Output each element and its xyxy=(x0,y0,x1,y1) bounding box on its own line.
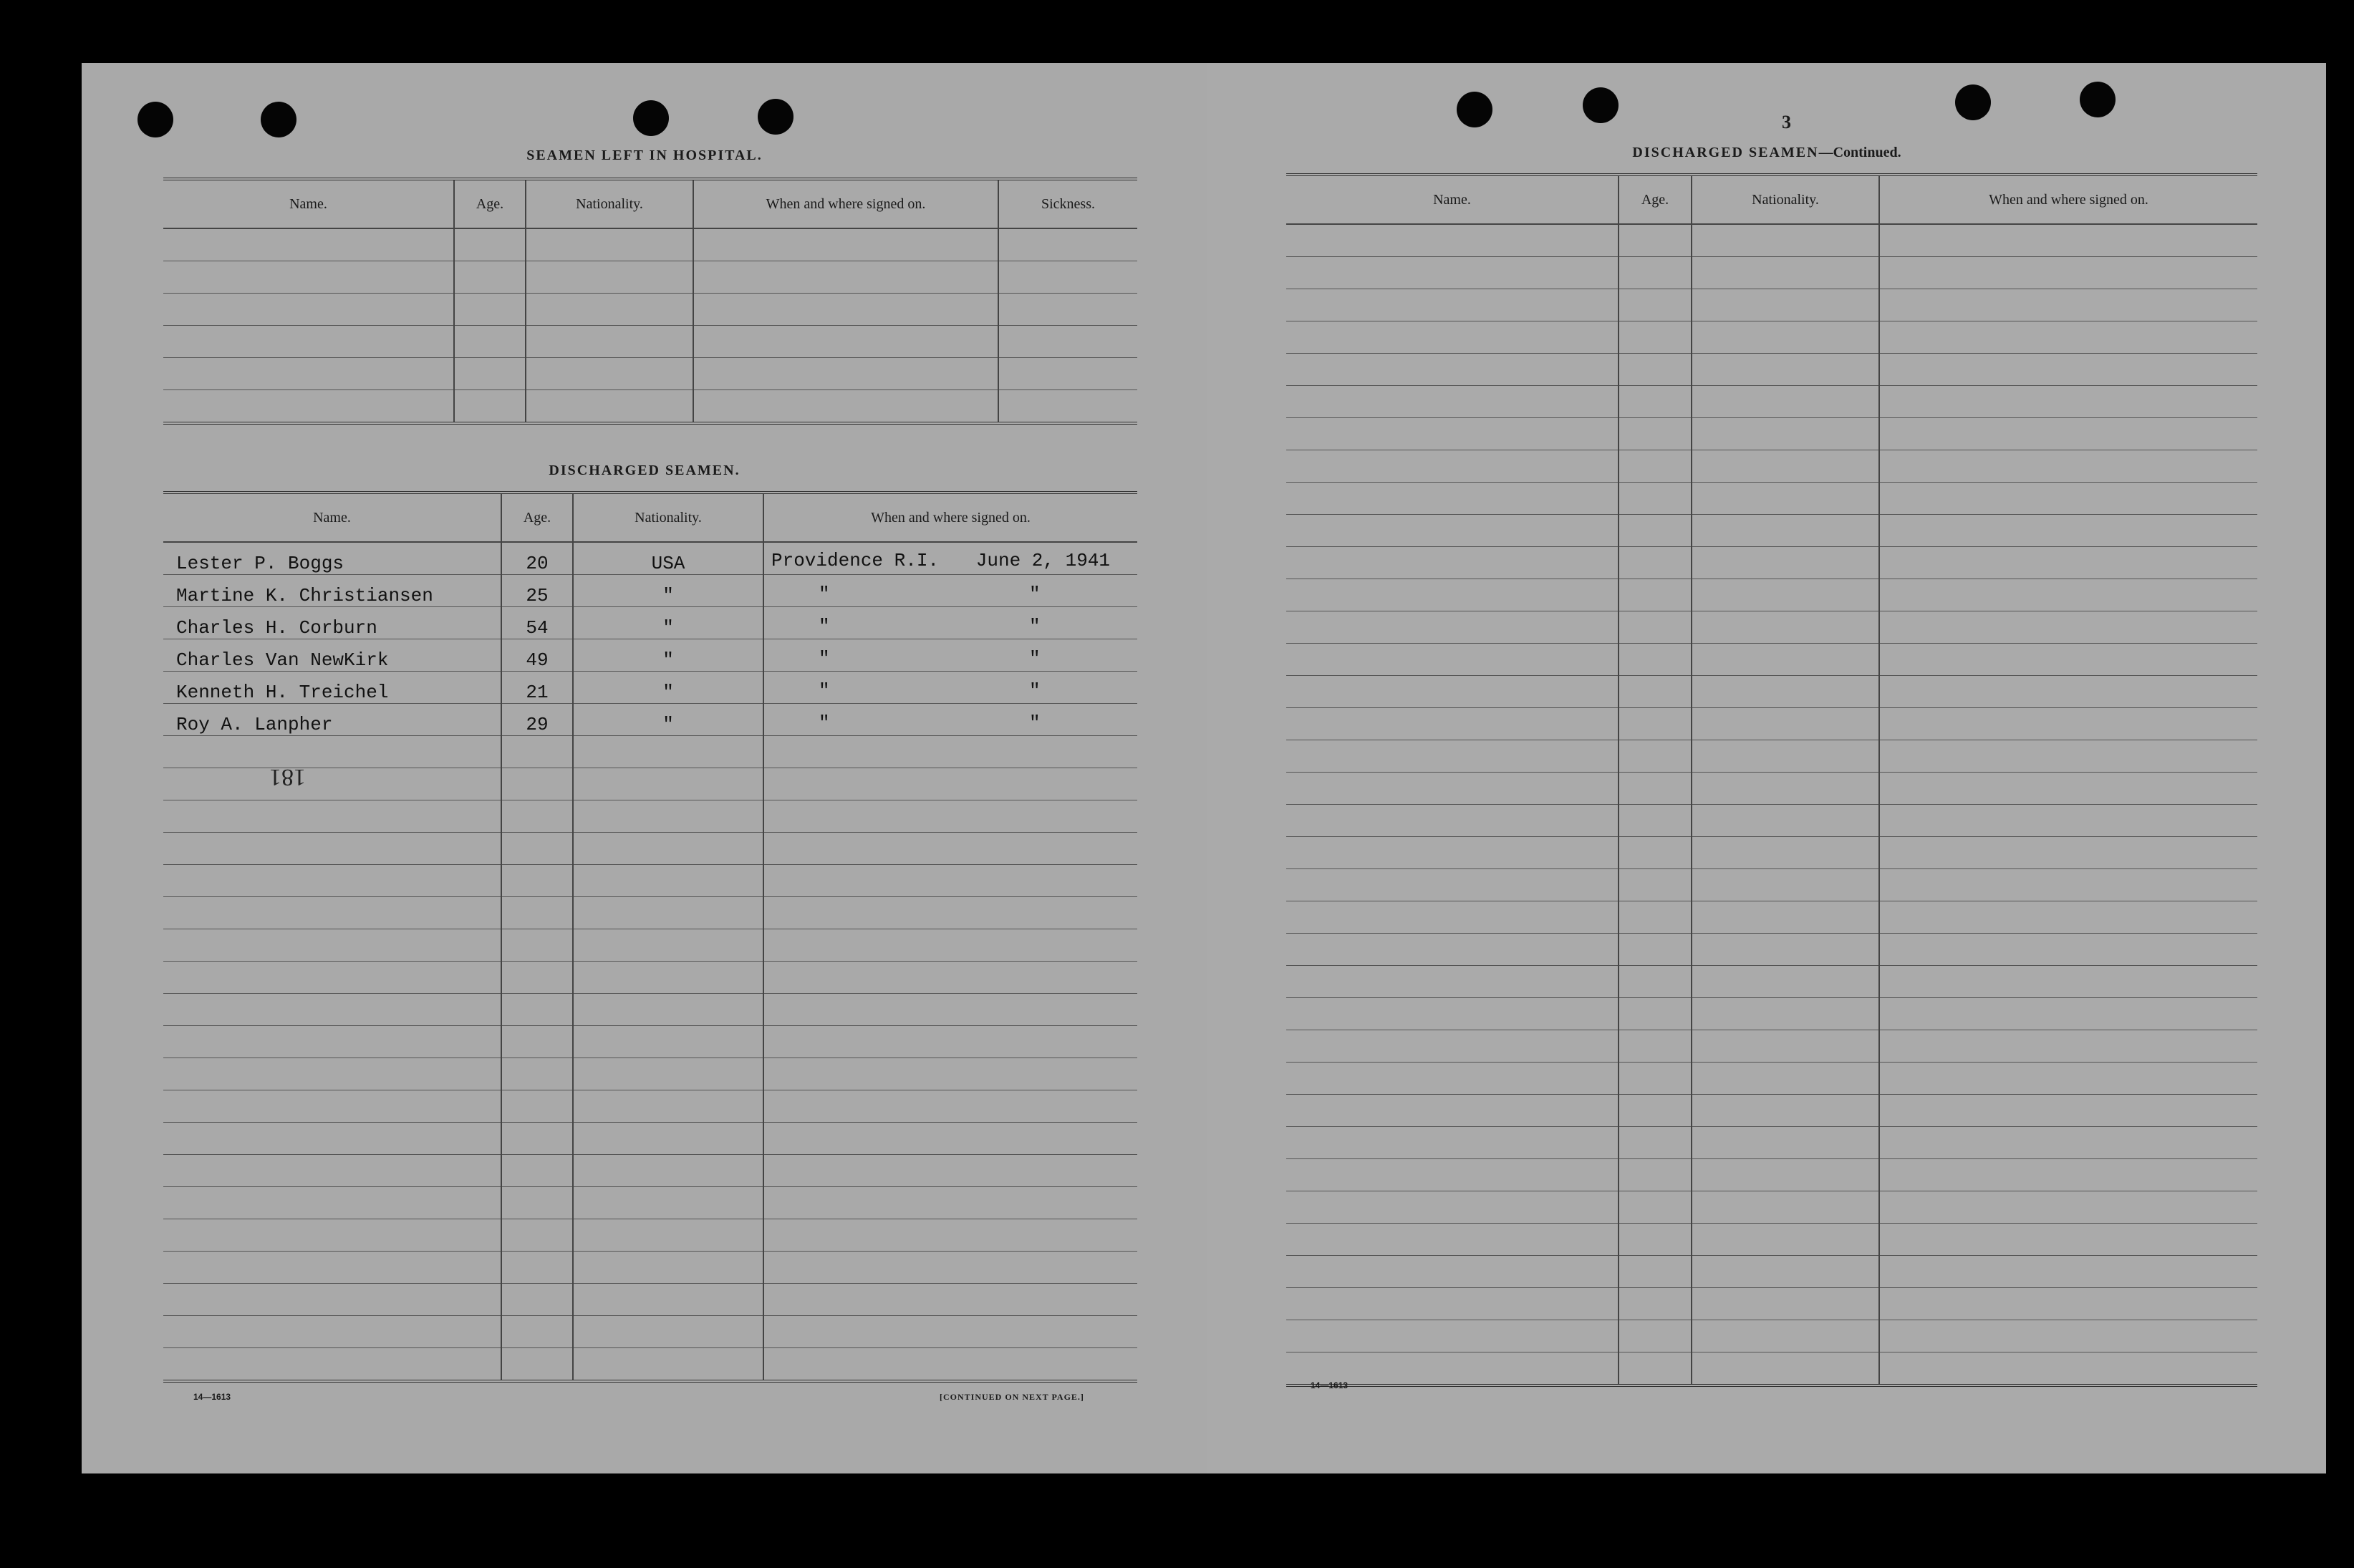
table-row xyxy=(1286,805,2257,837)
table-row xyxy=(163,1284,1137,1316)
discharged-continued-table xyxy=(1286,173,2257,1387)
table-row xyxy=(1286,1256,2257,1288)
signed-on-place: " xyxy=(819,712,830,734)
seaman-age: 29 xyxy=(501,704,573,736)
col-header-nationality: Nationality. xyxy=(1692,175,1879,224)
seaman-nationality: USA xyxy=(573,542,763,575)
table-row xyxy=(163,1187,1137,1219)
signed-on-cell xyxy=(763,672,1137,704)
table-row xyxy=(163,261,1137,294)
signed-on-cell xyxy=(763,704,1137,736)
table-row xyxy=(163,865,1137,897)
signed-on-date: " xyxy=(1029,584,1041,605)
col-header-name: Name. xyxy=(163,493,501,542)
seaman-age: 54 xyxy=(501,607,573,639)
table-row xyxy=(163,962,1137,994)
table-row xyxy=(1286,515,2257,547)
seaman-age: 25 xyxy=(501,575,573,607)
table-row xyxy=(163,1090,1137,1123)
signed-on-place: " xyxy=(819,648,830,669)
table-row xyxy=(1286,224,2257,257)
table-row xyxy=(163,897,1137,929)
col-header-when-signed: When and where signed on. xyxy=(763,493,1137,542)
punch-hole xyxy=(2080,82,2116,117)
signed-on-date: " xyxy=(1029,616,1041,637)
signed-on-cell xyxy=(763,607,1137,639)
hospital-section-title: SEAMEN LEFT IN HOSPITAL. xyxy=(526,147,763,163)
table-row xyxy=(163,768,1137,800)
handwritten-number: 181 xyxy=(269,764,306,790)
col-header-nationality: Nationality. xyxy=(573,493,763,542)
table-row xyxy=(1286,934,2257,966)
continued-note: [CONTINUED ON NEXT PAGE.] xyxy=(940,1392,1084,1402)
table-row xyxy=(1286,708,2257,740)
table-row xyxy=(163,672,1137,704)
punch-hole xyxy=(1955,84,1991,120)
seaman-name: Martine K. Christiansen xyxy=(163,575,501,607)
table-row xyxy=(163,1123,1137,1155)
table-row xyxy=(1286,1127,2257,1159)
table-row xyxy=(163,228,1137,261)
table-row xyxy=(1286,386,2257,418)
table-row xyxy=(1286,579,2257,611)
table-row xyxy=(1286,869,2257,901)
seaman-name: Lester P. Boggs xyxy=(163,542,501,575)
signed-on-cell xyxy=(763,542,1137,575)
table-row xyxy=(163,1316,1137,1348)
punch-hole xyxy=(758,99,793,135)
signed-on-date: " xyxy=(1029,680,1041,702)
table-row xyxy=(1286,966,2257,998)
table-row xyxy=(163,1026,1137,1058)
table-row xyxy=(1286,1095,2257,1127)
table-row xyxy=(163,1219,1137,1252)
table-row xyxy=(1286,740,2257,773)
seaman-age: 20 xyxy=(501,542,573,575)
table-row xyxy=(163,639,1137,672)
col-header-when-signed: When and where signed on. xyxy=(1879,175,2257,224)
table-row xyxy=(1286,321,2257,354)
table-row xyxy=(163,1058,1137,1090)
seaman-nationality: " xyxy=(573,607,763,639)
seaman-nationality: " xyxy=(573,672,763,704)
signed-on-place: " xyxy=(819,584,830,605)
table-row xyxy=(163,800,1137,833)
signed-on-place: " xyxy=(819,680,830,702)
table-row xyxy=(1286,1352,2257,1386)
punch-hole xyxy=(1583,87,1619,123)
signed-on-cell xyxy=(763,575,1137,607)
col-header-age: Age. xyxy=(454,179,526,228)
table-row xyxy=(1286,837,2257,869)
table-row xyxy=(1286,547,2257,579)
seaman-name: Kenneth H. Treichel xyxy=(163,672,501,704)
table-row xyxy=(163,294,1137,326)
table-row xyxy=(1286,354,2257,386)
signed-on-cell xyxy=(763,639,1137,672)
signed-on-date: June 2, 1941 xyxy=(975,550,1110,571)
form-code: 14—1613 xyxy=(193,1392,231,1402)
signed-on-date: " xyxy=(1029,712,1041,734)
table-row xyxy=(1286,901,2257,934)
table-row xyxy=(1286,1063,2257,1095)
table-row xyxy=(1286,257,2257,289)
table-row xyxy=(163,704,1137,736)
left-page xyxy=(82,63,1207,1473)
signed-on-place: Providence R.I. xyxy=(771,550,940,571)
table-row xyxy=(163,929,1137,962)
seaman-nationality: " xyxy=(573,575,763,607)
seaman-nationality: " xyxy=(573,704,763,736)
discharged-continued-title xyxy=(1207,145,2326,161)
col-header-sickness: Sickness. xyxy=(998,179,1137,228)
table-row xyxy=(1286,289,2257,321)
table-row xyxy=(163,736,1137,768)
table-row xyxy=(1286,611,2257,644)
table-row xyxy=(163,575,1137,607)
table-row xyxy=(1286,450,2257,483)
table-row xyxy=(1286,644,2257,676)
table-row xyxy=(1286,1191,2257,1224)
table-row xyxy=(1286,1159,2257,1191)
discharged-section-title: DISCHARGED SEAMEN. xyxy=(549,463,741,478)
table-row xyxy=(163,358,1137,390)
table-row xyxy=(163,390,1137,424)
table-row xyxy=(163,1155,1137,1187)
seaman-name: Roy A. Lanpher xyxy=(163,704,501,736)
table-row xyxy=(1286,418,2257,450)
table-row xyxy=(163,326,1137,358)
title-continued: —Continued. xyxy=(1818,145,1901,160)
col-header-name: Name. xyxy=(1286,175,1619,224)
col-header-name: Name. xyxy=(163,179,454,228)
punch-hole xyxy=(261,102,296,137)
punch-hole xyxy=(138,102,173,137)
table-row xyxy=(163,833,1137,865)
col-header-nationality: Nationality. xyxy=(526,179,693,228)
signed-on-place: " xyxy=(819,616,830,637)
col-header-age: Age. xyxy=(501,493,573,542)
table-row xyxy=(1286,1288,2257,1320)
table-row xyxy=(1286,1224,2257,1256)
seaman-age: 21 xyxy=(501,672,573,704)
table-row xyxy=(1286,1030,2257,1063)
table-row xyxy=(1286,998,2257,1030)
punch-hole xyxy=(1457,92,1492,127)
table-row xyxy=(163,1252,1137,1284)
table-row xyxy=(163,607,1137,639)
table-row xyxy=(163,1348,1137,1382)
title-main: DISCHARGED SEAMEN xyxy=(1632,145,1819,160)
table-row xyxy=(1286,483,2257,515)
form-code: 14—1613 xyxy=(1311,1380,1349,1390)
seaman-nationality: " xyxy=(573,639,763,672)
col-header-when-signed: When and where signed on. xyxy=(693,179,998,228)
col-header-age: Age. xyxy=(1619,175,1692,224)
seaman-name: Charles Van NewKirk xyxy=(163,639,501,672)
table-row xyxy=(163,994,1137,1026)
discharged-table xyxy=(163,491,1137,1383)
seaman-name: Charles H. Corburn xyxy=(163,607,501,639)
table-row xyxy=(163,542,1137,575)
table-row xyxy=(1286,1320,2257,1352)
seaman-age: 49 xyxy=(501,639,573,672)
punch-hole xyxy=(633,100,669,136)
hospital-table xyxy=(163,178,1137,425)
right-page xyxy=(1207,63,2326,1473)
table-row xyxy=(1286,773,2257,805)
signed-on-date: " xyxy=(1029,648,1041,669)
table-row xyxy=(1286,676,2257,708)
page-number: 3 xyxy=(1782,112,1791,132)
